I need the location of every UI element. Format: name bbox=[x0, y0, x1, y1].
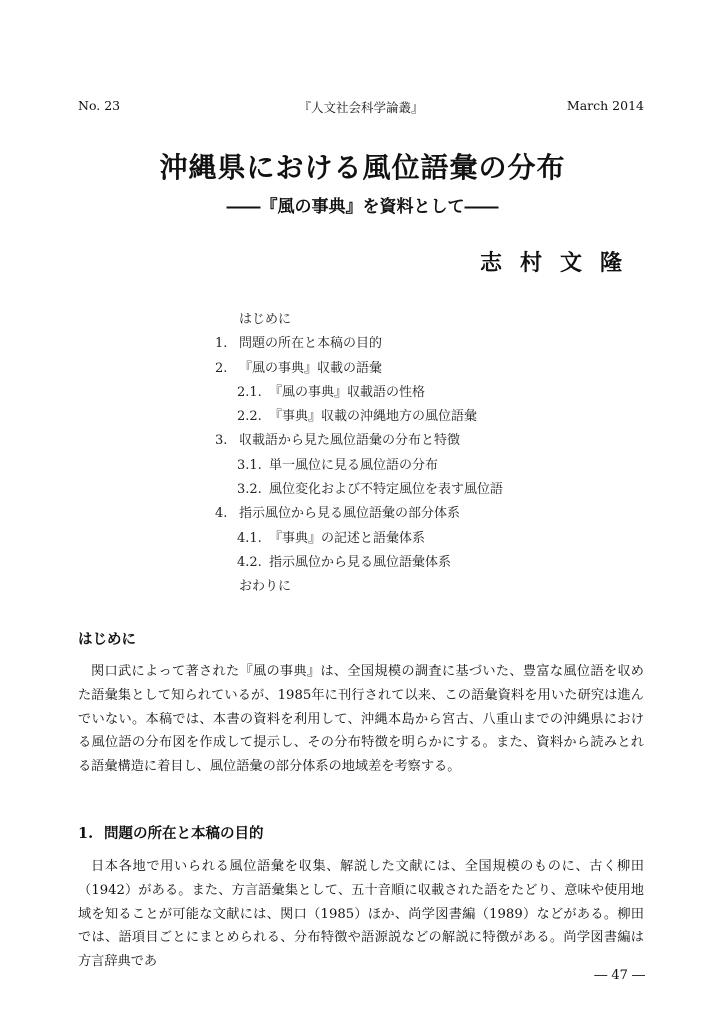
section-heading-intro bbox=[78, 628, 136, 649]
toc-text: 『事典』収載の沖縄地方の風位語彙 bbox=[269, 409, 478, 425]
toc-text: 『事典』の記述と語彙体系 bbox=[269, 530, 426, 546]
running-header bbox=[78, 98, 644, 118]
toc-item bbox=[215, 381, 503, 405]
toc-text: はじめに bbox=[239, 312, 292, 327]
toc-item bbox=[215, 357, 503, 381]
issue-date: March 2014 bbox=[566, 98, 644, 113]
toc-number: 4. bbox=[215, 506, 228, 522]
section-heading-1 bbox=[78, 822, 264, 843]
toc-item bbox=[215, 308, 503, 332]
toc-item bbox=[215, 429, 503, 453]
issue-number: No. 23 bbox=[78, 98, 121, 113]
toc-number: 3. bbox=[215, 433, 228, 449]
toc-item bbox=[215, 454, 503, 478]
toc-item bbox=[215, 502, 503, 526]
intro-paragraph: 関口武によって著された『風の事典』は、全国規模の調査に基づいた、豊富な風位語を収めた語彙集として知られているが、1985年に刊行されて以来、この語彙資料を用いた研究は進んでいない。本稿では、本書の資料を利用して、沖縄本島から宮古、八重山までの沖縄県における風位語の分布図を作成して提示し、その分布特徴を明らかにする。また、資料から読みとれる語彙構造に着目し、風位語彙の部分体系の地域差を考察する。 bbox=[78, 664, 644, 775]
paper-subtitle: ――『風の事典』を資料として―― bbox=[226, 197, 499, 217]
toc-number: 2.1. bbox=[237, 384, 262, 400]
toc-item bbox=[215, 551, 503, 575]
toc-number: 2. bbox=[215, 360, 228, 376]
toc-number: 4.2. bbox=[237, 554, 262, 570]
toc-text: おわりに bbox=[239, 579, 292, 595]
page-number: ― 47 ― bbox=[594, 968, 645, 983]
section1-paragraph: 日本各地で用いられる風位語彙を収集、解説した文献には、全国規模のものに、古く柳田（1942）がある。また、方言語彙集として、五十音順に収載された語をたどり、意味や使用地域を知ることが可能な文献には、関口（1985）ほか、尚学図書編（1989）などがある。柳田では、語項目ごとにまとめられる、分布特徴や語源説などの解説に特徴がある。尚学図書編は方言辞典であ bbox=[78, 859, 644, 970]
section-heading-text: はじめに bbox=[78, 631, 136, 648]
author-name: 志村文隆 bbox=[480, 250, 641, 276]
toc-number: 3.1. bbox=[237, 457, 262, 473]
toc-text: 『風の事典』収載語の性格 bbox=[269, 384, 426, 400]
toc-number: 4.1. bbox=[237, 530, 262, 546]
toc-text: 風位変化および不特定風位を表す風位語 bbox=[269, 482, 504, 498]
toc-number: 2.2. bbox=[237, 409, 262, 425]
toc-text: 問題の所在と本稿の目的 bbox=[239, 336, 383, 352]
toc-text: 『風の事典』収載の語彙 bbox=[239, 360, 383, 376]
toc-item bbox=[215, 405, 503, 429]
table-of-contents bbox=[215, 308, 503, 600]
section-heading-text: 問題の所在と本稿の目的 bbox=[104, 825, 264, 842]
toc-number: 1. bbox=[215, 336, 228, 352]
paper-title: 沖縄県における風位語彙の分布 bbox=[159, 151, 566, 184]
toc-item bbox=[215, 332, 503, 356]
toc-text: 収載語から見た風位語彙の分布と特徴 bbox=[239, 433, 461, 449]
toc-item bbox=[215, 478, 503, 502]
toc-item bbox=[215, 575, 503, 599]
toc-text: 単一風位に見る風位語の分布 bbox=[269, 457, 439, 473]
toc-item bbox=[215, 527, 503, 551]
toc-text: 指示風位から見る風位語彙の部分体系 bbox=[239, 506, 461, 522]
toc-text: 指示風位から見る風位語彙体系 bbox=[269, 554, 452, 570]
section-number: 1. bbox=[78, 825, 94, 842]
journal-name: 『人文社会科学論叢』 bbox=[298, 100, 424, 115]
toc-number: 3.2. bbox=[237, 482, 262, 498]
